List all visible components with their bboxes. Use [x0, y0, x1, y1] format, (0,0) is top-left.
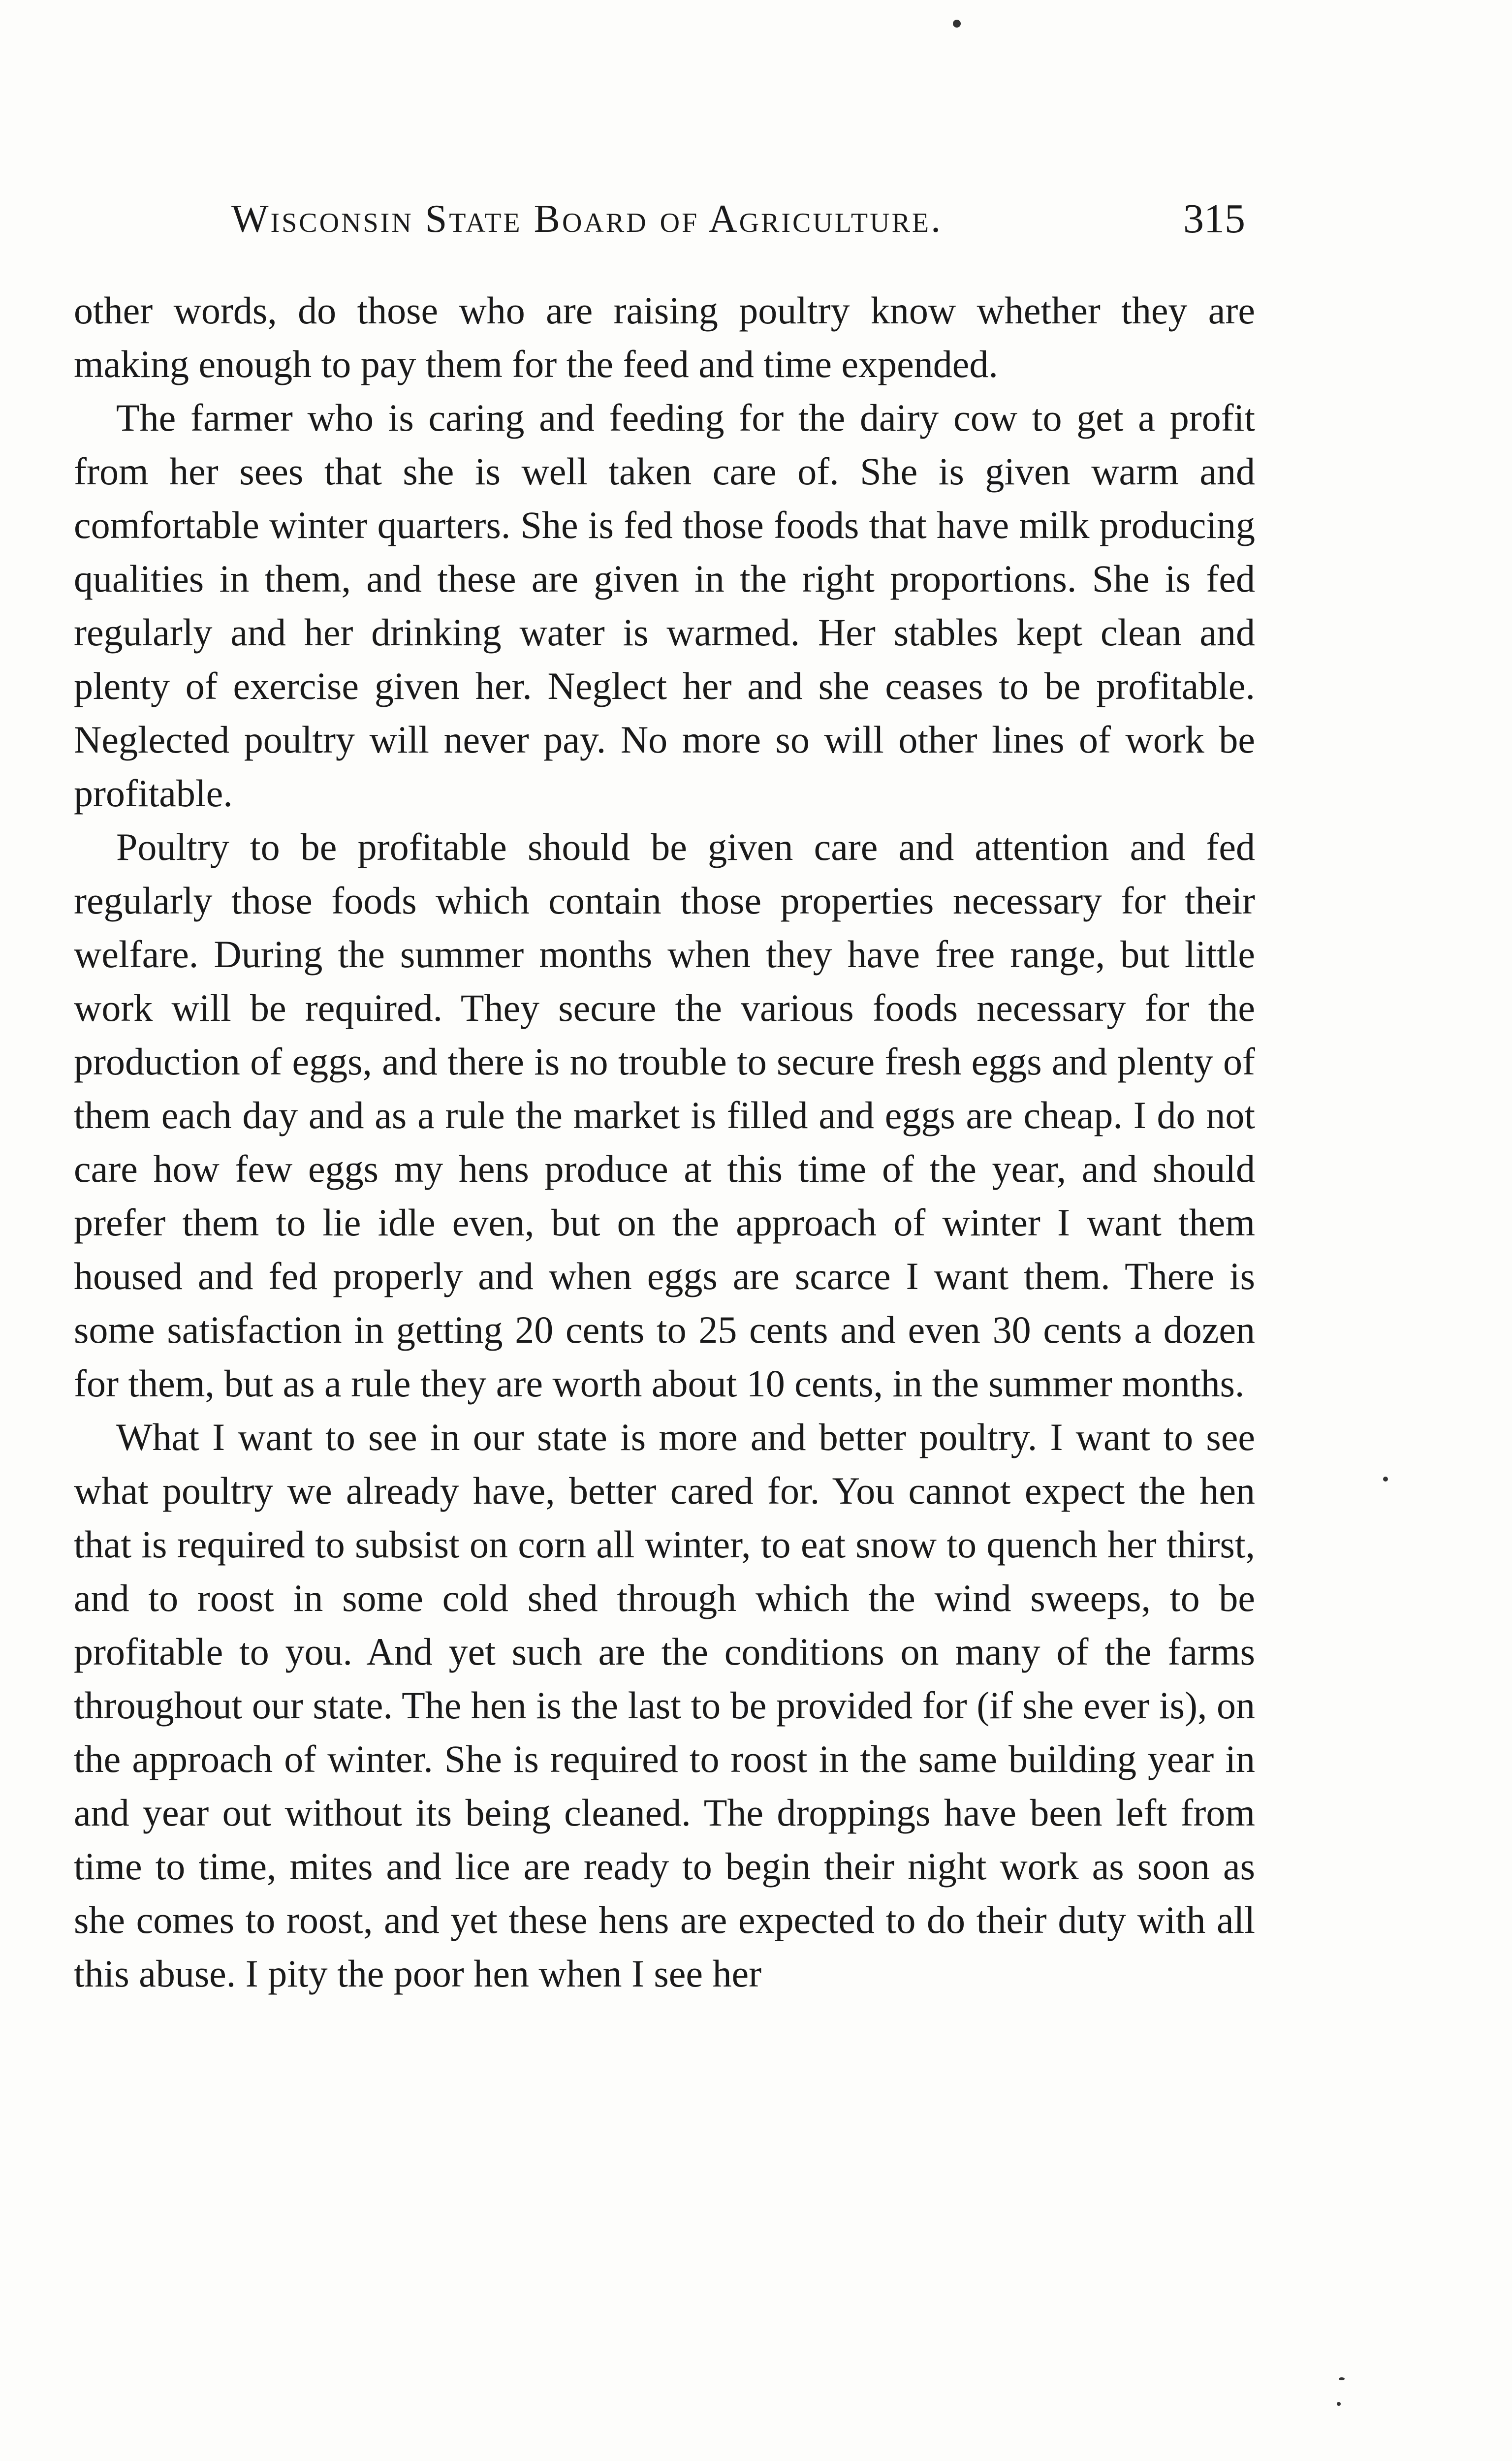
ink-speck [953, 20, 961, 28]
running-title: Wisconsin State Board of Agriculture. [231, 197, 943, 241]
paragraph-continuation: other words, do those who are raising poultry know whether they are making enough to pay them for the feed and time expended. [74, 289, 1255, 385]
paragraph-better-poultry: What I want to see in our state is more and better poultry. I want to see what poultry we already have, better cared for. You cannot expect the hen that is required to subsist on corn all winter, to eat snow to quench her thirst, and to roost in some cold shed through which the wind sweeps, to be profitable to you. And yet such are the conditions on many of the farms throughout our state. The hen is the last to be provided for (if she ever is), on the approach of winter. She is required to roost in the same building year in and year out without its being cleaned. The droppings have been left from time to time, mites and lice are ready to begin their night work as soon as she comes to roost, and yet these hens are expected to do their duty with all this abuse. I pity the poor hen when I see her [74, 1416, 1255, 1995]
ink-speck [1337, 2402, 1341, 2406]
ink-speck [1339, 2377, 1345, 2380]
paragraph-poultry-profitable: Poultry to be profitable should be given care and attention and fed regularly those foods which contain those properties necessary for their welfare. During the summer months when they have free range, but little work will be required. They secure the various foods necessary for the production of eggs, and there is no trouble to secure fresh eggs and plenty of them each day and as a rule the market is filled and eggs are cheap. I do not care how few eggs my hens produce at this time of the year, and should prefer them to lie idle even, but on the approach of winter I want them housed and fed properly and when eggs are scarce I want them. There is some satisfaction in getting 20 cents to 25 cents and even 30 cents a dozen for them, but as a rule they are worth about 10 cents, in the summer months. [74, 825, 1255, 1405]
running-head [231, 197, 1245, 256]
page-number: 315 [1183, 196, 1245, 242]
body-text [74, 284, 1255, 2351]
paragraph-dairy-cow: The farmer who is caring and feeding for the dairy cow to get a profit from her sees that she is well taken care of. She is given warm and comfortable winter quarters. She is fed those foods that have milk producing qualities in them, and these are given in the right proportions. She is fed regularly and her drinking water is warmed. Her stables kept clean and plenty of exercise given her. Neglect her and she ceases to be profitable. Neglected poultry will never pay. No more so will other lines of work be profitable. [74, 396, 1255, 815]
ink-speck [1383, 1477, 1388, 1482]
